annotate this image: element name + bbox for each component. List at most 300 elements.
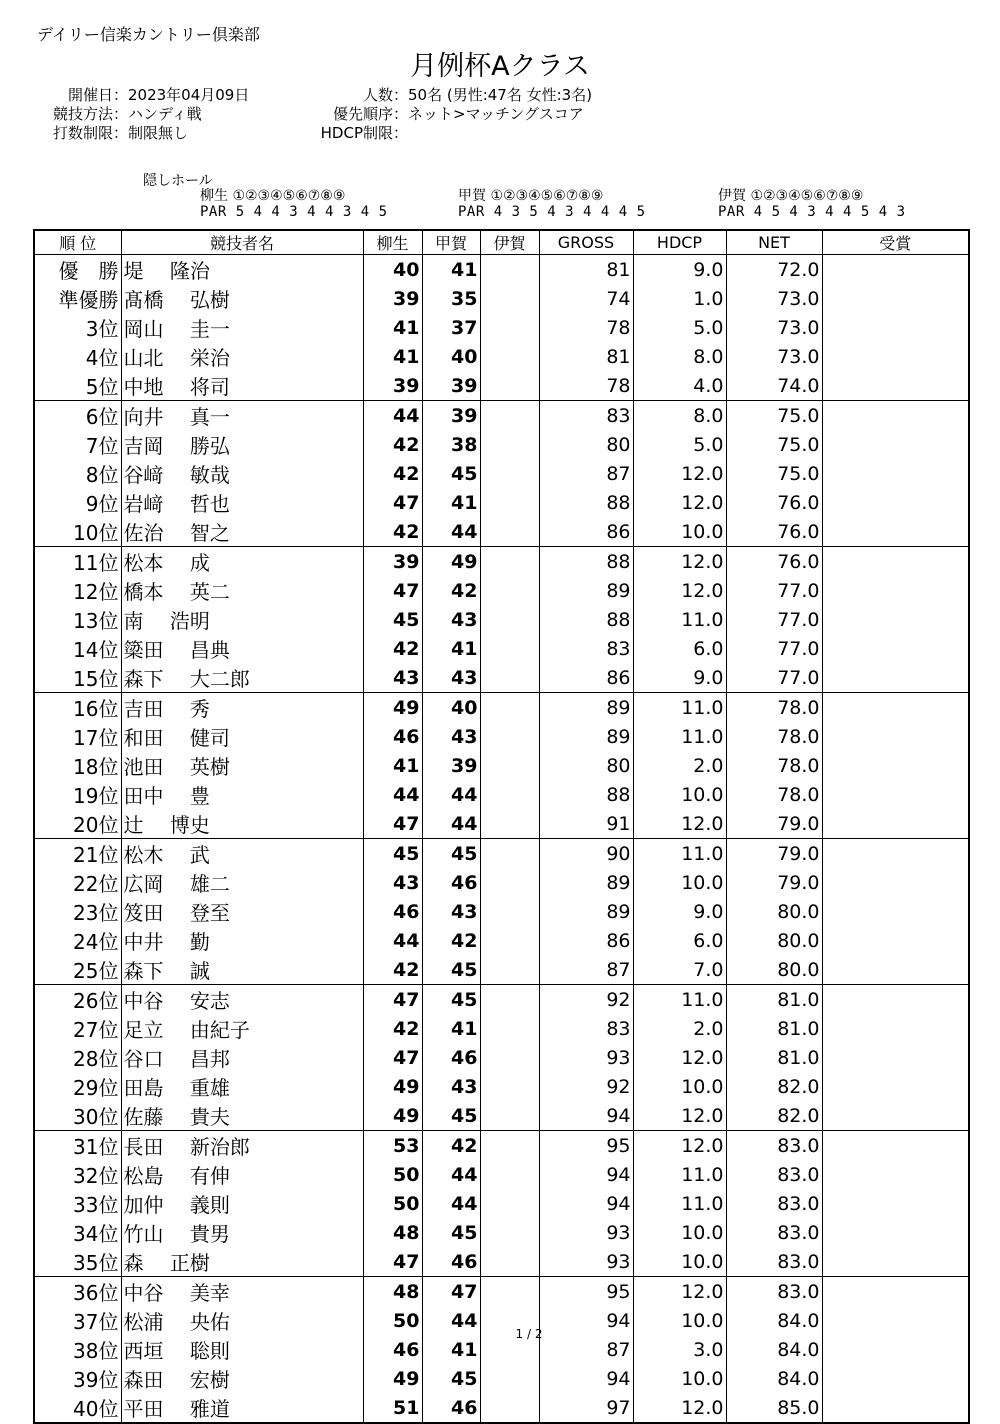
hdcp-value: 6.0 [633,634,726,663]
course-par: PAR 5 4 4 3 4 4 3 4 5 [200,204,388,220]
table-row [34,926,969,955]
rank-cell: 34位 [34,1218,121,1247]
gross-score: 93 [539,1247,633,1277]
net-score: 84.0 [726,1364,822,1393]
hdcp-value: 10.0 [633,517,726,547]
koka-score: 43 [422,663,480,693]
name-cell: 岩﨑 哲也 [121,488,363,517]
results-body [34,255,969,1424]
koka-score: 37 [422,313,480,342]
award-cell [822,1218,969,1247]
course-par: PAR 4 5 4 3 4 4 5 4 3 [718,204,906,220]
yagyu-score: 51 [363,1393,422,1423]
yagyu-score: 42 [363,955,422,985]
iga-score [480,751,539,780]
net-score: 73.0 [726,284,822,313]
koka-score: 39 [422,401,480,431]
table-row [34,693,969,723]
gross-score: 86 [539,517,633,547]
award-cell [822,488,969,517]
rank-cell: 38位 [34,1335,121,1364]
hdcp-value: 12.0 [633,547,726,577]
yagyu-score: 43 [363,663,422,693]
hdcp-value: 9.0 [633,255,726,285]
hdcp-limit-label: HDCP制限： [320,124,408,142]
net-score: 73.0 [726,342,822,371]
award-cell [822,1364,969,1393]
gross-score: 83 [539,1014,633,1043]
yagyu-score: 49 [363,1364,422,1393]
yagyu-score: 47 [363,576,422,605]
name-cell: 足立 由紀子 [121,1014,363,1043]
net-score: 83.0 [726,1160,822,1189]
koka-score: 45 [422,985,480,1015]
name-cell: 田中 豊 [121,780,363,809]
iga-score [480,722,539,751]
hdcp-value: 8.0 [633,401,726,431]
iga-score [480,547,539,577]
award-cell [822,1072,969,1101]
table-row [34,955,969,985]
net-score: 82.0 [726,1101,822,1131]
rank-cell: 10位 [34,517,121,547]
award-cell [822,517,969,547]
table-row [34,1160,969,1189]
yagyu-score: 44 [363,780,422,809]
hdcp-value: 1.0 [633,284,726,313]
gross-score: 89 [539,722,633,751]
table-row [34,605,969,634]
koka-score: 44 [422,809,480,839]
hdcp-value: 2.0 [633,1014,726,1043]
net-score: 81.0 [726,1043,822,1072]
yagyu-score: 47 [363,488,422,517]
koka-score: 46 [422,1043,480,1072]
hdcp-value: 8.0 [633,342,726,371]
name-cell: 西垣 聡則 [121,1335,363,1364]
table-row [34,371,969,401]
rank-cell: 28位 [34,1043,121,1072]
award-cell [822,284,969,313]
rank-cell: 22位 [34,868,121,897]
iga-score [480,1277,539,1307]
name-cell: 山北 栄治 [121,342,363,371]
gross-score: 78 [539,313,633,342]
rank-cell: 9位 [34,488,121,517]
iga-score [480,459,539,488]
hdcp-value: 12.0 [633,1277,726,1307]
koka-score: 44 [422,780,480,809]
gross-score: 88 [539,488,633,517]
award-cell [822,897,969,926]
net-score: 77.0 [726,663,822,693]
gross-score: 89 [539,576,633,605]
stroke-limit-value: 制限無し [128,124,189,142]
course-name: 伊賀 ①②③④⑤⑥⑦⑧⑨ [718,188,864,204]
rank-cell: 25位 [34,955,121,985]
table-row [34,547,969,577]
net-score: 81.0 [726,985,822,1015]
hdcp-value: 6.0 [633,926,726,955]
koka-score: 45 [422,839,480,869]
net-score: 80.0 [726,955,822,985]
iga-score [480,780,539,809]
award-cell [822,1277,969,1307]
award-cell [822,459,969,488]
hdcp-value: 3.0 [633,1335,726,1364]
event-info-left [40,86,249,143]
award-cell [822,1393,969,1423]
hdcp-value: 7.0 [633,955,726,985]
award-cell [822,255,969,285]
yagyu-score: 42 [363,430,422,459]
name-cell: 吉岡 勝弘 [121,430,363,459]
name-cell: 田島 重雄 [121,1072,363,1101]
yagyu-score: 47 [363,1247,422,1277]
yagyu-score: 50 [363,1306,422,1335]
hdcp-value: 12.0 [633,809,726,839]
gross-score: 78 [539,371,633,401]
header-award: 受賞 [822,230,969,255]
award-cell [822,1189,969,1218]
hdcp-value: 9.0 [633,663,726,693]
koka-score: 42 [422,576,480,605]
gross-score: 93 [539,1043,633,1072]
award-cell [822,955,969,985]
net-score: 79.0 [726,809,822,839]
gross-score: 88 [539,780,633,809]
koka-score: 45 [422,1218,480,1247]
award-cell [822,547,969,577]
yagyu-score: 46 [363,1335,422,1364]
yagyu-score: 42 [363,1014,422,1043]
koka-score: 43 [422,605,480,634]
gross-score: 88 [539,605,633,634]
iga-score [480,488,539,517]
header-hdcp: HDCP [633,230,726,255]
yagyu-score: 39 [363,547,422,577]
table-row [34,1189,969,1218]
table-header-row [34,230,969,255]
yagyu-score: 41 [363,313,422,342]
hdcp-value: 12.0 [633,576,726,605]
name-cell: 加仲 義則 [121,1189,363,1218]
gross-score: 92 [539,1072,633,1101]
iga-score [480,1160,539,1189]
hdcp-value: 4.0 [633,371,726,401]
rank-cell: 39位 [34,1364,121,1393]
net-score: 79.0 [726,839,822,869]
name-cell: 吉田 秀 [121,693,363,723]
hdcp-value: 5.0 [633,313,726,342]
koka-score: 45 [422,955,480,985]
net-score: 82.0 [726,1072,822,1101]
gross-score: 94 [539,1101,633,1131]
iga-score [480,1218,539,1247]
header-yagyu: 柳生 [363,230,422,255]
name-cell: 和田 健司 [121,722,363,751]
hdcp-value: 12.0 [633,1101,726,1131]
award-cell [822,313,969,342]
iga-score [480,897,539,926]
yagyu-score: 39 [363,284,422,313]
koka-score: 46 [422,1393,480,1423]
hdcp-value: 9.0 [633,897,726,926]
rank-cell: 16位 [34,693,121,723]
gross-score: 87 [539,459,633,488]
iga-score [480,926,539,955]
table-row [34,985,969,1015]
yagyu-score: 48 [363,1218,422,1247]
award-cell [822,342,969,371]
name-cell: 池田 英樹 [121,751,363,780]
gross-score: 88 [539,547,633,577]
koka-score: 45 [422,459,480,488]
iga-score [480,371,539,401]
award-cell [822,576,969,605]
name-cell: 松本 成 [121,547,363,577]
name-cell: 中谷 安志 [121,985,363,1015]
award-cell [822,634,969,663]
yagyu-score: 50 [363,1189,422,1218]
rank-cell: 37位 [34,1306,121,1335]
rank-cell: 8位 [34,459,121,488]
yagyu-score: 45 [363,839,422,869]
net-score: 83.0 [726,1131,822,1161]
name-cell: 向井 真一 [121,401,363,431]
koka-score: 43 [422,722,480,751]
koka-score: 43 [422,897,480,926]
iga-score [480,1131,539,1161]
rank-cell: 18位 [34,751,121,780]
rank-cell: 準優勝 [34,284,121,313]
net-score: 74.0 [726,371,822,401]
net-score: 76.0 [726,547,822,577]
koka-score: 39 [422,371,480,401]
rank-cell: 12位 [34,576,121,605]
net-score: 83.0 [726,1277,822,1307]
name-cell: 平田 雅道 [121,1393,363,1423]
course-yagyu-holes [200,188,388,220]
koka-score: 41 [422,255,480,285]
net-score: 83.0 [726,1218,822,1247]
rank-cell: 15位 [34,663,121,693]
priority-label: 優先順序： [332,105,408,123]
name-cell: 髙橋 弘樹 [121,284,363,313]
gross-score: 92 [539,985,633,1015]
header-name: 競技者名 [121,230,363,255]
hdcp-value: 11.0 [633,1160,726,1189]
table-row [34,1072,969,1101]
iga-score [480,955,539,985]
rank-cell: 30位 [34,1101,121,1131]
rank-cell: 31位 [34,1131,121,1161]
koka-score: 44 [422,1189,480,1218]
table-row [34,459,969,488]
gross-score: 86 [539,926,633,955]
koka-score: 41 [422,1014,480,1043]
rank-cell: 5位 [34,371,121,401]
net-score: 77.0 [726,634,822,663]
table-row [34,634,969,663]
gross-score: 80 [539,751,633,780]
hdcp-value: 12.0 [633,1393,726,1423]
net-score: 80.0 [726,926,822,955]
results-table [33,229,970,1424]
rank-cell: 14位 [34,634,121,663]
name-cell: 広岡 雄二 [121,868,363,897]
hdcp-value: 10.0 [633,1306,726,1335]
name-cell: 中谷 美幸 [121,1277,363,1307]
award-cell [822,1043,969,1072]
table-row [34,809,969,839]
table-row [34,1101,969,1131]
koka-score: 46 [422,868,480,897]
yagyu-score: 48 [363,1277,422,1307]
hdcp-value: 12.0 [633,1131,726,1161]
rank-cell: 21位 [34,839,121,869]
date-value: 2023年04月09日 [128,86,250,104]
gross-score: 95 [539,1131,633,1161]
koka-score: 35 [422,284,480,313]
yagyu-score: 43 [363,868,422,897]
koka-score: 42 [422,926,480,955]
net-score: 83.0 [726,1247,822,1277]
net-score: 79.0 [726,868,822,897]
hdcp-value: 10.0 [633,780,726,809]
iga-score [480,517,539,547]
name-cell: 岡山 圭一 [121,313,363,342]
yagyu-score: 50 [363,1160,422,1189]
hdcp-value: 11.0 [633,605,726,634]
rank-cell: 13位 [34,605,121,634]
yagyu-score: 42 [363,459,422,488]
gross-score: 94 [539,1160,633,1189]
gross-score: 93 [539,1218,633,1247]
rank-cell: 17位 [34,722,121,751]
iga-score [480,605,539,634]
yagyu-score: 53 [363,1131,422,1161]
iga-score [480,284,539,313]
award-cell [822,693,969,723]
name-cell: 松浦 央佑 [121,1306,363,1335]
net-score: 77.0 [726,605,822,634]
iga-score [480,1189,539,1218]
rank-cell: 33位 [34,1189,121,1218]
name-cell: 佐治 智之 [121,517,363,547]
name-cell: 森下 大二郎 [121,663,363,693]
header-iga: 伊賀 [480,230,539,255]
iga-score [480,1393,539,1423]
koka-score: 46 [422,1247,480,1277]
table-row [34,1218,969,1247]
award-cell [822,926,969,955]
name-cell: 笈田 登至 [121,897,363,926]
name-cell: 橋本 英二 [121,576,363,605]
gross-score: 95 [539,1277,633,1307]
net-score: 84.0 [726,1306,822,1335]
hdcp-value: 12.0 [633,459,726,488]
rank-cell: 27位 [34,1014,121,1043]
table-row [34,1364,969,1393]
rank-cell: 24位 [34,926,121,955]
name-cell: 森下 誠 [121,955,363,985]
hdcp-value: 11.0 [633,1189,726,1218]
name-cell: 簗田 昌典 [121,634,363,663]
hdcp-value: 10.0 [633,868,726,897]
net-score: 85.0 [726,1393,822,1423]
name-cell: 竹山 貴男 [121,1218,363,1247]
name-cell: 森 正樹 [121,1247,363,1277]
table-row [34,342,969,371]
hdcp-value: 11.0 [633,985,726,1015]
award-cell [822,868,969,897]
page-title: 月例杯Aクラス [410,51,590,82]
gross-score: 87 [539,955,633,985]
iga-score [480,401,539,431]
gross-score: 89 [539,868,633,897]
yagyu-score: 46 [363,722,422,751]
award-cell [822,401,969,431]
table-row [34,430,969,459]
iga-score [480,1247,539,1277]
date-label: 開催日： [67,86,128,104]
gross-score: 89 [539,693,633,723]
gross-score: 94 [539,1189,633,1218]
yagyu-score: 45 [363,605,422,634]
table-row [34,780,969,809]
hdcp-value: 12.0 [633,1043,726,1072]
rank-cell: 35位 [34,1247,121,1277]
iga-score [480,1072,539,1101]
yagyu-score: 49 [363,693,422,723]
iga-score [480,809,539,839]
net-score: 81.0 [726,1014,822,1043]
koka-score: 42 [422,1131,480,1161]
gross-score: 83 [539,401,633,431]
gross-score: 86 [539,663,633,693]
award-cell [822,605,969,634]
award-cell [822,1101,969,1131]
hdcp-value: 12.0 [633,488,726,517]
iga-score [480,1101,539,1131]
net-score: 78.0 [726,751,822,780]
name-cell: 松木 武 [121,839,363,869]
table-row [34,488,969,517]
gross-score: 94 [539,1364,633,1393]
table-row [34,1131,969,1161]
net-score: 76.0 [726,517,822,547]
gross-score: 94 [539,1306,633,1335]
table-row [34,255,969,285]
name-cell: 中井 勤 [121,926,363,955]
club-name: デイリー信楽カントリー倶楽部 [37,25,260,44]
net-score: 76.0 [726,488,822,517]
koka-score: 39 [422,751,480,780]
method-label: 競技方法： [52,105,128,123]
name-cell: 辻 博史 [121,809,363,839]
koka-score: 40 [422,693,480,723]
iga-score [480,663,539,693]
gross-score: 83 [539,634,633,663]
table-row [34,1043,969,1072]
koka-score: 43 [422,1072,480,1101]
name-cell: 南 浩明 [121,605,363,634]
award-cell [822,722,969,751]
net-score: 75.0 [726,459,822,488]
course-name: 甲賀 ①②③④⑤⑥⑦⑧⑨ [458,188,604,204]
net-score: 72.0 [726,255,822,285]
